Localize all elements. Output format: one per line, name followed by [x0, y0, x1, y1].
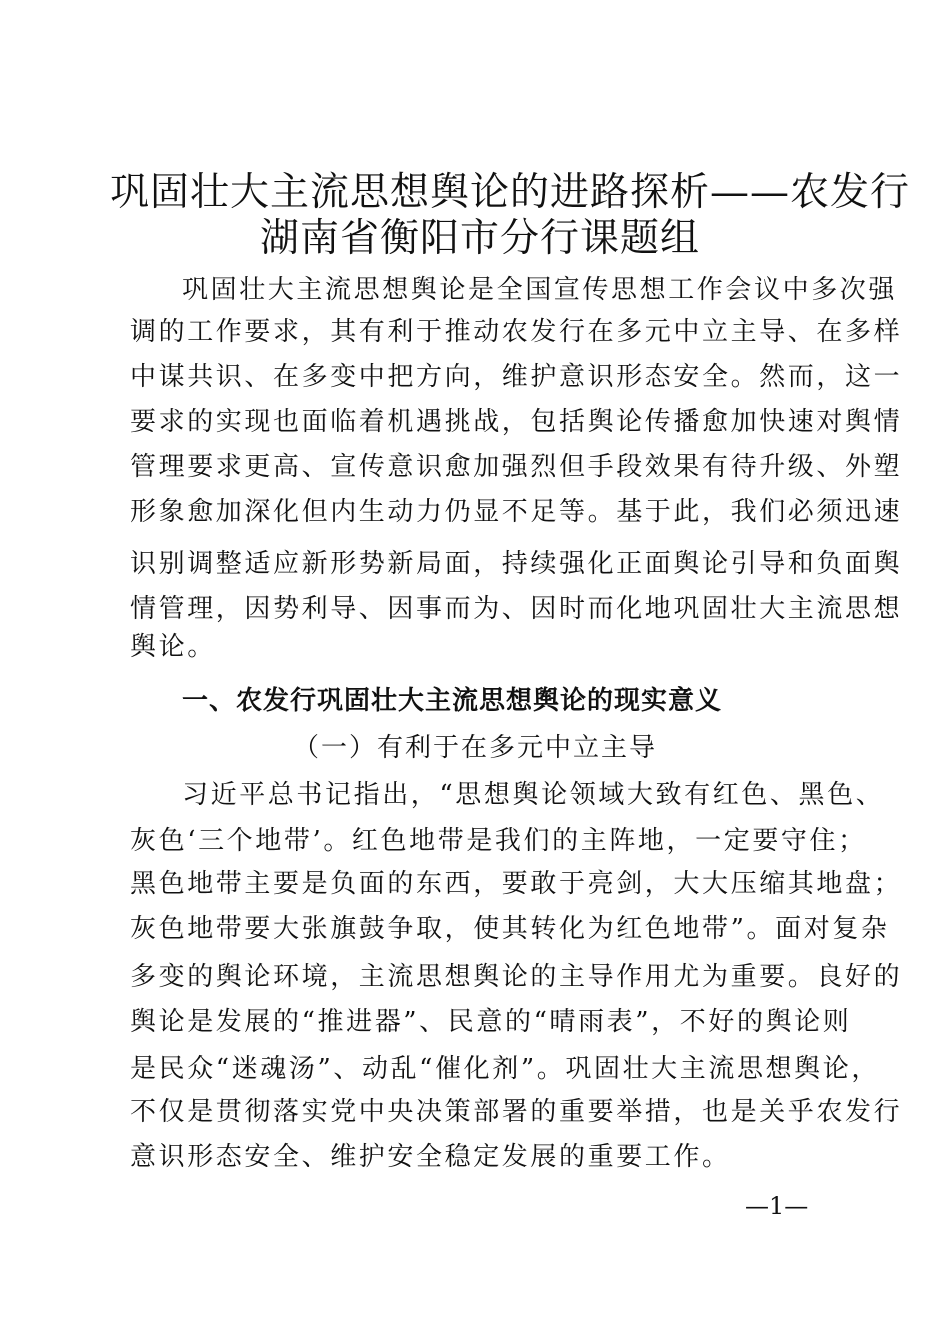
intro-paragraph-line: 中谋共识、在多变中把方向，维护意识形态安全。然而，这一: [130, 362, 903, 392]
intro-paragraph-line: 管理要求更高、宣传意识愈加强烈但手段效果有待升级、外塑: [130, 452, 903, 482]
body-paragraph-line: 黑色地带主要是负面的东西，要敢于亮剑，大大压缩其地盘；: [130, 869, 903, 899]
intro-paragraph-line: 要求的实现也面临着机遇挑战，包括舆论传播愈加快速对舆情: [130, 407, 903, 437]
intro-paragraph-line: 巩固壮大主流思想舆论是全国宣传思想工作会议中多次强: [182, 275, 898, 305]
intro-paragraph-line: 情管理，因势利导、因事而为、因时而化地巩固壮大主流思想: [130, 594, 903, 624]
section-heading-1: 一、农发行巩固壮大主流思想舆论的现实意义: [182, 686, 723, 716]
body-paragraph-line: 是民众“迷魂汤”、动乱“催化剂”。巩固壮大主流思想舆论，: [130, 1054, 880, 1084]
intro-paragraph-line: 形象愈加深化但内生动力仍显不足等。基于此，我们必须迅速: [130, 497, 903, 527]
intro-paragraph-line: 调的工作要求，其有利于推动农发行在多元中立主导、在多样: [130, 317, 903, 347]
page-number: —1—: [745, 1192, 809, 1220]
body-paragraph-line: 不仅是贯彻落实党中央决策部署的重要举措，也是关乎农发行: [130, 1097, 903, 1127]
document-title-line-1: 巩固壮大主流思想舆论的进路探析——农发行: [110, 170, 911, 215]
document-title-line-2: 湖南省衡阳市分行课题组: [259, 216, 700, 261]
body-paragraph-line: 灰色地带要大张旗鼓争取，使其转化为红色地带”。面对复杂: [130, 914, 890, 944]
body-paragraph-line: 习近平总书记指出，“思想舆论领域大致有红色、黑色、: [182, 780, 885, 810]
subsection-heading-1: （一）有利于在多元中立主导: [292, 733, 657, 763]
body-paragraph-line: 灰色‘三个地带’。红色地带是我们的主阵地，一定要守住；: [130, 826, 867, 856]
intro-paragraph-line: 舆论。: [130, 632, 216, 662]
body-paragraph-line: 意识形态安全、维护安全稳定发展的重要工作。: [130, 1142, 731, 1172]
body-paragraph-line: 多变的舆论环境，主流思想舆论的主导作用尤为重要。良好的: [130, 962, 903, 992]
intro-paragraph-line: 识别调整适应新形势新局面，持续强化正面舆论引导和负面舆: [130, 549, 903, 579]
body-paragraph-line: 舆论是发展的“推进器”、民意的“晴雨表”，不好的舆论则: [130, 1007, 852, 1037]
